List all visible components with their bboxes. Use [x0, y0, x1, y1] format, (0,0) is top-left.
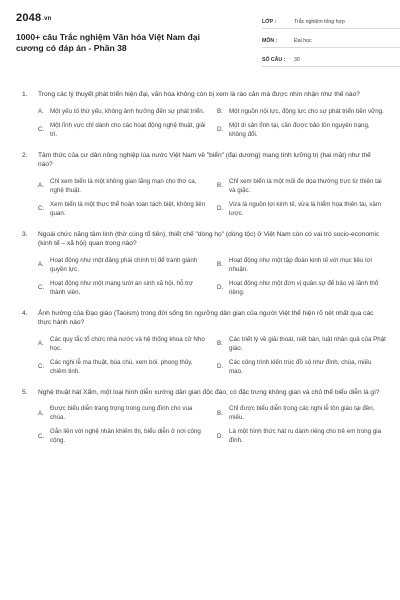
logo-main: 2048	[16, 12, 42, 24]
option-text: Vừa là nguồn lợi kinh tế, vừa là hiểm họa thiên tai, xâm lược.	[229, 200, 381, 217]
option-letter: C.	[38, 432, 45, 440]
option-c[interactable]	[38, 279, 207, 297]
meta-row-subject	[262, 29, 400, 48]
option-grid	[14, 177, 386, 218]
logo-suffix: .vn	[42, 16, 52, 22]
option-c[interactable]	[38, 200, 207, 218]
option-text: Một nguồn nội lực, động lực cho sự phát triển bền vững.	[229, 107, 384, 115]
question-number: 3.	[22, 230, 28, 238]
question-text: Trong các lý thuyết phát triển hiện đại, văn hóa không còn bị xem là rào cản mà được nhìn nhận như thế nào?	[38, 91, 360, 98]
option-text: Một di sản tĩnh tại, cần được bảo tồn nguyên trạng, không đổi.	[229, 121, 370, 138]
option-letter: A.	[38, 107, 44, 115]
question-list	[14, 90, 386, 445]
option-grid	[14, 335, 386, 376]
option-letter: D.	[217, 363, 224, 370]
option-letter: D.	[217, 432, 224, 440]
option-letter: B.	[217, 107, 223, 115]
option-text: Các triết lý về giải thoát, niết bàn, luật nhân quả của Phật giáo.	[229, 335, 386, 352]
option-a[interactable]	[38, 256, 207, 274]
option-d[interactable]	[217, 121, 386, 139]
question-item	[14, 90, 386, 139]
option-a[interactable]	[38, 404, 207, 422]
option-b[interactable]	[217, 256, 386, 274]
meta-row-class	[262, 10, 400, 29]
option-letter: B.	[217, 340, 223, 347]
option-b[interactable]	[217, 177, 386, 195]
question-item	[14, 151, 386, 218]
option-text: Một yếu tố thứ yếu, không ảnh hưởng đến sự phát triển.	[50, 107, 205, 115]
page-title: 1000+ câu Trắc nghiệm Văn hóa Việt Nam đại cương có đáp án - Phần 38	[16, 32, 200, 53]
option-grid	[14, 107, 386, 139]
option-letter: B.	[217, 182, 223, 189]
option-text: Các công trình kiến trúc đồ sộ như đình, chùa, miếu mạo.	[229, 358, 372, 375]
option-text: Chỉ được biểu diễn trong các nghi lễ tôn giáo tại đền, miếu.	[229, 405, 375, 421]
option-c[interactable]	[38, 358, 207, 376]
meta-label: LỚP :	[262, 19, 277, 25]
option-letter: B.	[217, 409, 223, 417]
question-text: Ngoài chức năng tâm linh (thờ cúng tổ tiên), thiết chế "dòng họ" (dòng tộc) ở Việt Nam còn có vai trò socio-economic (kinh tế – xã hội) quan trọng nào?	[38, 230, 380, 247]
option-text: Hoạt động như một đơn vị quân sự để bảo vệ lãnh thổ riêng.	[229, 279, 379, 296]
option-d[interactable]	[217, 427, 386, 445]
meta-row-count	[262, 48, 400, 67]
question-number: 4.	[22, 309, 28, 317]
option-text: Chỉ xem biển là một mối đe dọa thường trực từ thiên tai và giặc.	[229, 177, 382, 194]
option-letter: A.	[38, 261, 44, 268]
option-letter: C.	[38, 363, 45, 370]
option-b[interactable]	[217, 335, 386, 353]
option-text: Một lĩnh vực chỉ dành cho các hoạt động nghệ thuật, giải trí.	[50, 121, 206, 138]
question-number: 1.	[22, 91, 28, 98]
meta-value: 30	[294, 57, 300, 63]
option-text: Được biểu diễn trang trọng trong cung đình cho vua chúa.	[50, 405, 193, 421]
option-d[interactable]	[217, 279, 386, 297]
option-a[interactable]	[38, 177, 207, 195]
option-grid	[14, 256, 386, 297]
option-letter: A.	[38, 409, 44, 417]
option-grid	[14, 404, 386, 445]
question-number: 5.	[22, 388, 28, 396]
option-c[interactable]	[38, 121, 207, 139]
option-letter: A.	[38, 182, 44, 189]
meta-label: SỐ CÂU :	[262, 57, 286, 63]
option-text: Các nghi lễ ma thuật, bùa chú, xem bói, phong thủy, chiêm tinh.	[50, 358, 193, 375]
meta-value: Đại học	[294, 38, 312, 44]
option-d[interactable]	[217, 200, 386, 218]
option-letter: D.	[217, 126, 224, 133]
option-text: Gắn liền với nghệ nhân khiếm thị, biểu diễn ở nơi công cộng.	[50, 428, 201, 444]
site-logo[interactable]	[16, 12, 52, 24]
option-letter: C.	[38, 284, 45, 291]
option-letter: C.	[38, 126, 45, 133]
option-letter: B.	[217, 261, 223, 268]
option-a[interactable]	[38, 107, 207, 116]
option-a[interactable]	[38, 335, 207, 353]
option-letter: A.	[38, 340, 44, 347]
question-text: Nghệ thuật hát Xẩm, một loại hình diễn xướng dân gian độc đáo, có đặc trưng không gian và chủ thể biểu diễn là gì?	[38, 388, 380, 396]
option-text: Xem biển là một thực thể hoàn toàn tách biệt, không liên quan.	[50, 200, 206, 217]
question-item	[14, 230, 386, 297]
question-text: Tâm thức của cư dân nông nghiệp lúa nước Việt Nam về "biển" (đại dương) mang tính lưỡng trị (hai mặt) như thế nào?	[38, 151, 371, 168]
question-item	[14, 309, 386, 376]
option-b[interactable]	[217, 107, 386, 116]
option-text: Là một hình thức hát ru dành riêng cho trẻ em trong gia đình.	[229, 428, 382, 444]
document-header	[14, 10, 386, 72]
option-text: Hoạt động như một mạng lưới an sinh xã hội, hỗ trợ thành viên.	[50, 279, 193, 296]
meta-label: MÔN :	[262, 38, 278, 44]
option-c[interactable]	[38, 427, 207, 445]
option-text: Chỉ xem biển là một không gian lãng mạn cho thơ ca, nghệ thuật.	[50, 177, 197, 194]
question-number: 2.	[22, 151, 28, 159]
question-item	[14, 388, 386, 446]
meta-value: Trắc nghiệm tổng hợp	[294, 19, 345, 25]
option-d[interactable]	[217, 358, 386, 376]
option-letter: D.	[217, 284, 224, 291]
option-text: Hoạt động như một tập đoàn kinh tế với mục tiêu lợi nhuận.	[229, 256, 372, 273]
option-letter: D.	[217, 205, 224, 212]
option-text: Các quy tắc tổ chức nhà nước và hệ thống khoa cử Nho học.	[50, 335, 205, 352]
question-text: Ảnh hưởng của Đạo giáo (Taoism) trong đời sống tín ngưỡng dân gian của người Việt thể hiện rõ nét nhất qua các thực hành nào?	[38, 309, 374, 326]
option-text: Hoạt động như một đảng phái chính trị để tranh giành quyền lực.	[50, 256, 198, 273]
option-b[interactable]	[217, 404, 386, 422]
option-letter: C.	[38, 205, 45, 212]
meta-info	[262, 10, 400, 67]
